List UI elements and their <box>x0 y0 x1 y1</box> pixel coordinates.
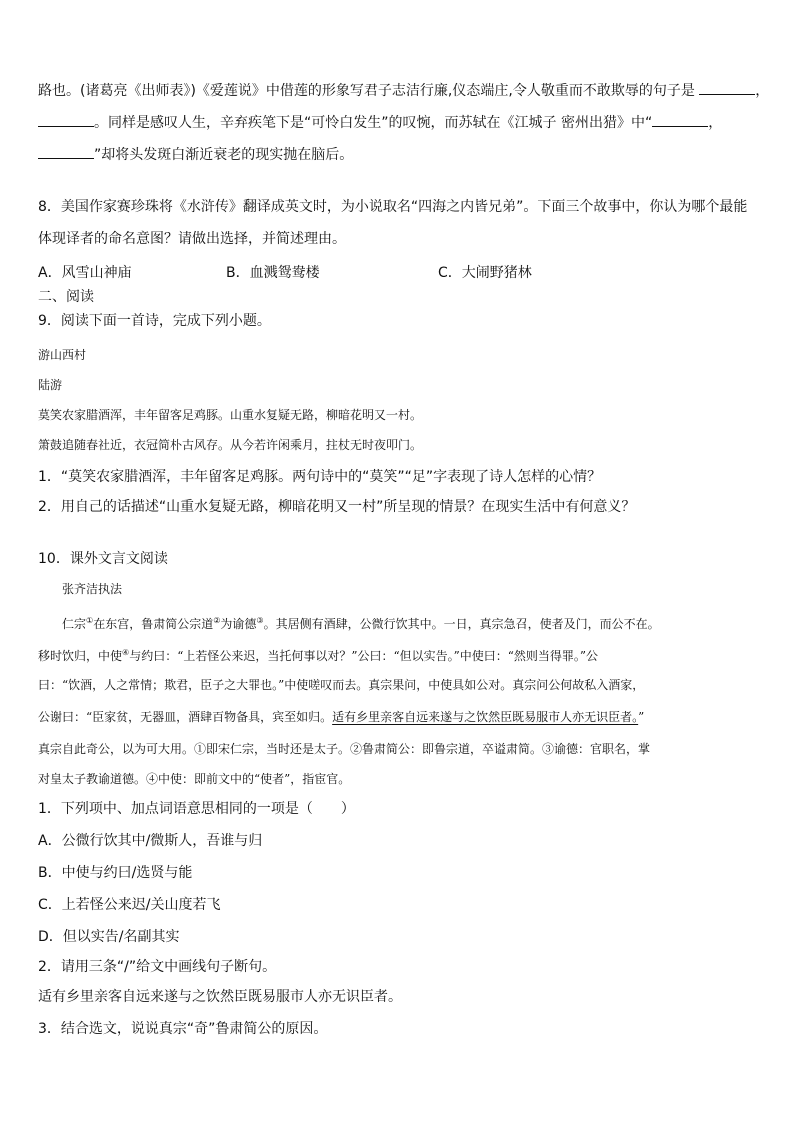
q10-subquestion-2-sentence: 适有乡里亲客自远来遂与之饮然臣既易服市人亦无识臣者。 <box>38 989 402 1005</box>
section-heading-reading: 二、阅读 <box>38 289 94 305</box>
answer-blank-1[interactable] <box>699 82 755 95</box>
q7-text-2: 。同样是感叹人生，辛弃疾笔下是“可怜白发生”的叹惋，而苏轼在《江城子 密州出猎》中“ <box>94 115 653 131</box>
q10-subquestion-3: 3．结合选文，说说真宗“奇”鲁肃简公的原因。 <box>38 1021 328 1037</box>
passage-text: 公谢曰：“臣家贫，无器皿，酒肆百物备具，宾至如归。 <box>38 710 333 724</box>
q7-text-1: 路也。(诸葛亮《出师表》)《爱莲说》中借莲的形象写君子志洁行廉,仪态端庄,令人敬重而不敢欺辱的句子是 <box>38 83 695 99</box>
passage-line-3: 曰：“饮酒，人之常情；欺君，臣子之大罪也。”中使嗟叹而去。真宗果问，中使具如公对。真宗问公何故私入酒家， <box>38 678 645 692</box>
q9-title: 9．阅读下面一首诗，完成下列小题。 <box>38 313 271 329</box>
passage-text: 。其居侧有酒肆，公微行饮其中。一日，真宗急召，使者及门，而公不在。 <box>263 617 660 631</box>
q9-subquestion-2: 2．用自己的话描述“山重水复疑无路，柳暗花明又一村”所呈现的情景？在现实生活中有何意义？ <box>38 499 636 515</box>
q7-line-1: 路也。(诸葛亮《出师表》)《爱莲说》中借莲的形象写君子志洁行廉,仪态端庄,令人敬重而不敢欺辱的句子是 ， <box>38 83 770 99</box>
q10-option-c: C．上若怪公来迟/关山度若飞 <box>38 897 221 913</box>
answer-blank-4[interactable] <box>38 146 94 159</box>
q8-option-b: B．血溅鸳鸯楼 <box>226 265 320 281</box>
q7-text-3: ”却将头发斑白渐近衰老的现实抛在脑后。 <box>94 147 354 163</box>
passage-line-6: 对皇太子教谕道德。④中使：即前文中的“使者”，指宦官。 <box>38 772 351 786</box>
q8-option-a: A．风雪山神庙 <box>38 265 132 281</box>
footnote-marker-3: ③ <box>256 616 264 625</box>
passage-line-2 <box>38 644 598 665</box>
poem-author: 陆游 <box>38 378 63 392</box>
poem-line-2: 箫鼓追随春社近，衣冠简朴古风存。从今若许闲乘月，拄杖无时夜叩门。 <box>38 438 423 452</box>
passage-text: ” <box>638 710 645 724</box>
q7-line-3 <box>38 146 353 164</box>
q7-comma: ， <box>708 115 723 131</box>
passage-text: 在东宫，鲁肃简公宗道 <box>93 617 214 631</box>
underlined-sentence: 适有乡里亲客自远来遂与之饮然臣既易服市人亦无识臣者。 <box>332 710 639 724</box>
passage-line-1 <box>62 612 660 633</box>
q10-subquestion-2: 2．请用三条“/”给文中画线句子断句。 <box>38 959 277 975</box>
passage-text: 为谕德 <box>220 617 257 631</box>
q8-option-c: C．大闹野猪林 <box>438 265 532 281</box>
passage-line-5: 真宗自此奇公，以为可大用。①即宋仁宗，当时还是太子。②鲁肃简公：即鲁宗道，卒谥肃简。③谕德：官职名，掌 <box>38 742 651 756</box>
passage-text: 仁宗 <box>62 617 87 631</box>
q7-line-2 <box>38 114 722 132</box>
footnote-marker-2: ② <box>213 616 221 625</box>
q10-option-a: A．公微行饮其中/微斯人，吾谁与归 <box>38 833 263 849</box>
q10-option-b: B．中使与约曰/选贤与能 <box>38 865 193 881</box>
passage-title: 张齐洁执法 <box>62 582 123 596</box>
q9-subquestion-1: 1．“莫笑农家腊酒浑，丰年留客足鸡豚。两句诗中的“莫笑”“足”字表现了诗人怎样的心情？ <box>38 469 602 485</box>
footnote-marker-4: ④ <box>122 648 130 657</box>
poem-line-1: 莫笑农家腊酒浑，丰年留客足鸡豚。山重水复疑无路，柳暗花明又一村。 <box>38 408 423 422</box>
footnote-marker-1: ① <box>86 616 94 625</box>
q8-prompt-1: 8．美国作家赛珍珠将《水浒传》翻译成英文时，为小说取名“四海之内皆兄弟”。下面三个故事中，你认为哪个最能 <box>38 199 748 215</box>
q10-subquestion-1: 1．下列项中、加点词语意思相同的一项是（ ） <box>38 801 355 817</box>
passage-text: 移时饮归，中使 <box>38 649 123 663</box>
q10-option-d: D．但以实告/名副其实 <box>38 929 180 945</box>
answer-blank-2[interactable] <box>38 114 94 127</box>
q8-prompt-2: 体现译者的命名意图？请做出选择，并简述理由。 <box>38 231 346 247</box>
q10-title: 10．课外文言文阅读 <box>38 551 168 567</box>
passage-line-4 <box>38 708 644 726</box>
answer-blank-3[interactable] <box>652 114 708 127</box>
poem-title: 游山西村 <box>38 348 87 362</box>
passage-text: 与约曰：“上若怪公来迟，当托何事以对？”公曰：“但以实告。”中使曰：“然则当得罪。”公 <box>129 649 598 663</box>
